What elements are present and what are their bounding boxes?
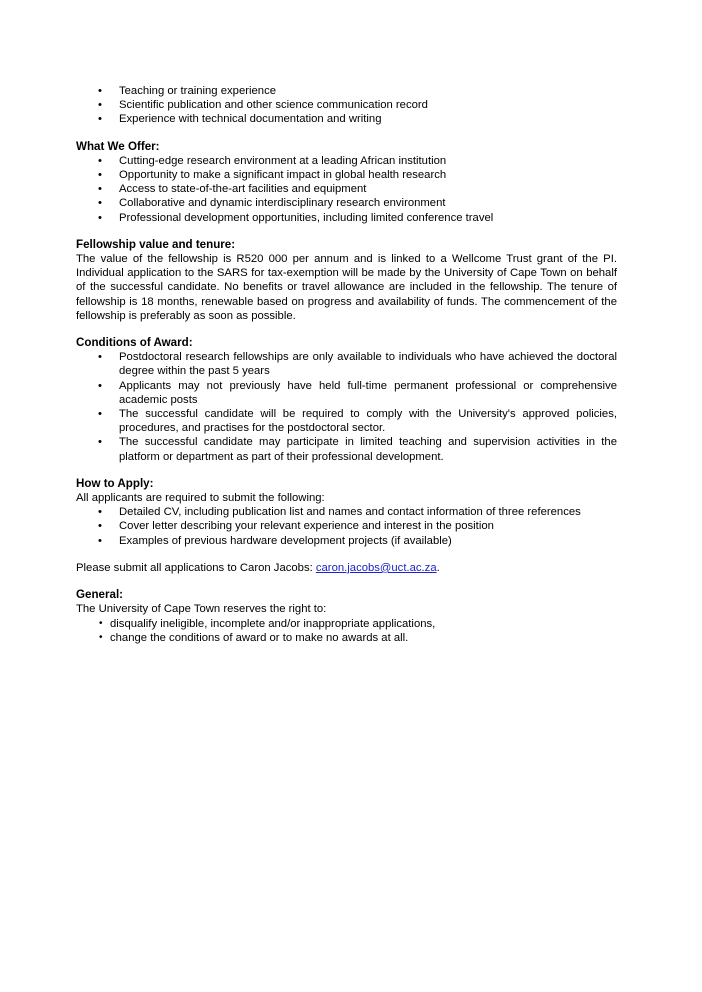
- section-heading: What We Offer:: [76, 139, 160, 153]
- list-item: • Detailed CV, including publication list and names and contact information of three references: [76, 505, 617, 519]
- list-item: • Applicants may not previously have held full-time permanent professional or comprehensive academic posts: [76, 379, 617, 407]
- section-heading: Conditions of Award:: [76, 336, 193, 350]
- list-item: • Cover letter describing your relevant experience and interest in the position: [76, 519, 617, 533]
- submit-prefix: Please submit all applications to Caron Jacobs:: [76, 561, 316, 574]
- list-item: • Collaborative and dynamic interdisciplinary research environment: [76, 196, 617, 210]
- section-heading: General:: [76, 588, 124, 602]
- submit-line: [76, 561, 617, 575]
- conditions-section: [76, 336, 617, 464]
- fellowship-paragraph: The value of the fellowship is R520 000 per annum and is linked to a Wellcome Trust grant of the PI. Individual application to the SARS for tax-exemption will be made by the University of Cape Town on behalf of the successful candidate. No benefits or travel allowance are included in the fellowship. The tenure of fellowship is 18 months, renewable based on progress and availability of funds. The commencement of the fellowship is preferably as soon as possible.: [76, 253, 617, 322]
- list-item: • Examples of previous hardware development projects (if available): [76, 534, 617, 548]
- submit-suffix: .: [436, 561, 440, 574]
- general-list: [76, 617, 617, 645]
- list-item: • Cutting-edge research environment at a leading African institution: [76, 154, 617, 168]
- apply-intro: All applicants are required to submit the following:: [76, 492, 325, 505]
- document-page: [76, 84, 617, 645]
- list-item: • Experience with technical documentation and writing: [76, 112, 617, 126]
- general-section: [76, 588, 617, 645]
- email-link[interactable]: caron.jacobs@uct.ac.za: [315, 561, 437, 574]
- section-heading: Fellowship value and tenure:: [76, 237, 236, 251]
- list-item: • Opportunity to make a significant impact in global health research: [76, 168, 617, 182]
- list-item: • change the conditions of award or to make no awards at all.: [76, 631, 617, 645]
- list-item: • The successful candidate will be required to comply with the University's approved policies, procedures, and practises for the postdoctoral sector.: [76, 407, 617, 435]
- section-heading: How to Apply:: [76, 476, 154, 490]
- list-item: • Professional development opportunities, including limited conference travel: [76, 211, 617, 225]
- fellowship-section: [76, 238, 617, 323]
- conditions-list: [76, 350, 617, 464]
- offer-list: [76, 154, 617, 225]
- list-item: • Scientific publication and other science communication record: [76, 98, 617, 112]
- how-to-apply-section: [76, 477, 617, 575]
- what-we-offer-section: [76, 140, 617, 225]
- list-item: • disqualify ineligible, incomplete and/or inappropriate applications,: [76, 617, 617, 631]
- requirements-list: [76, 84, 617, 127]
- general-intro: The University of Cape Town reserves the right to:: [76, 603, 327, 616]
- apply-list: [76, 505, 617, 548]
- list-item: • Access to state-of-the-art facilities and equipment: [76, 182, 617, 196]
- list-item: • Postdoctoral research fellowships are only available to individuals who have achieved the doctoral degree within the past 5 years: [76, 350, 617, 378]
- list-item: • The successful candidate may participate in limited teaching and supervision activities in the platform or department as part of their professional development.: [76, 435, 617, 463]
- list-item: • Teaching or training experience: [76, 84, 617, 98]
